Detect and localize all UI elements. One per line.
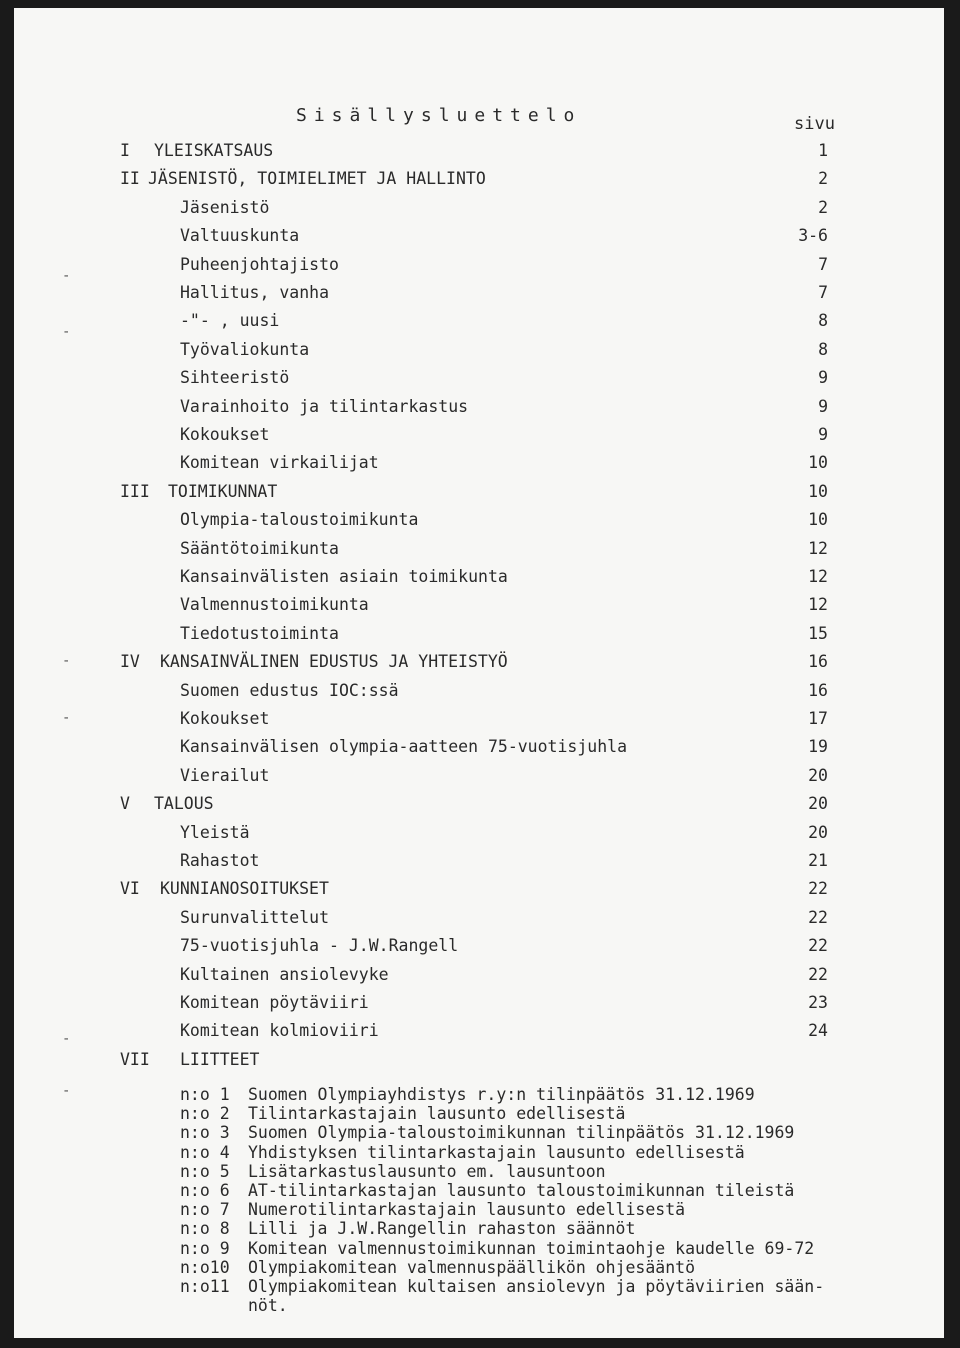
subsection-entry: Jäsenistö — [180, 197, 270, 217]
attachment-title: Numerotilintarkastajain lausunto edellisestä — [248, 1200, 686, 1220]
page-number: 22 — [808, 936, 828, 956]
attachment-number: n:o10 — [180, 1257, 230, 1277]
page-number: 24 — [808, 1021, 828, 1041]
page-number: 2 — [818, 197, 828, 217]
subsection-entry: Komitean kolmioviiri — [180, 1021, 379, 1041]
page-number: 7 — [818, 254, 828, 274]
attachment-number: n:o11 — [180, 1277, 230, 1296]
page-number: 16 — [808, 652, 828, 672]
section-heading: KANSAINVÄLINEN EDUSTUS JA YHTEISTYÖ — [160, 652, 508, 672]
section-numeral: IV — [120, 652, 140, 672]
subsection-entry: Valtuuskunta — [180, 226, 300, 246]
page-number: 22 — [808, 879, 828, 899]
margin-mark: - — [62, 1031, 71, 1047]
section-heading: TOIMIKUNNAT — [168, 481, 278, 501]
margin-mark: - — [62, 268, 71, 284]
attachment-number: n:o 5 — [180, 1161, 230, 1181]
subsection-entry: Kansainvälisen olympia-aatteen 75-vuotisjuhla — [180, 737, 628, 757]
page-number: 3-6 — [798, 226, 828, 246]
page-number: 19 — [808, 737, 828, 757]
section-numeral: VII — [120, 1049, 150, 1069]
attachment-title: Suomen Olympiayhdistys r.y:n tilinpäätös 31.12.1969 — [248, 1085, 755, 1104]
subsection-entry: Surunvalittelut — [180, 907, 330, 927]
page-number: 22 — [808, 907, 828, 927]
attachment-title: Yhdistyksen tilintarkastajain lausunto edellisestä — [248, 1142, 745, 1162]
margin-mark: - — [62, 324, 71, 340]
section-heading: LIITTEET — [180, 1049, 260, 1069]
attachment-title: Lilli ja J.W.Rangellin rahaston säännöt — [248, 1219, 636, 1239]
subsection-entry: Kokoukset — [180, 709, 270, 728]
attachment-title: Olympiakomitean valmennuspäällikön ohjesääntö — [248, 1257, 696, 1277]
page-number: 10 — [808, 481, 828, 501]
attachment-title: Komitean valmennustoimikunnan toimintaohje kaudelle 69-72 — [248, 1238, 815, 1258]
page-number: 10 — [808, 453, 828, 473]
document-title: Sisällysluettelo — [296, 105, 582, 126]
attachment-number: n:o 7 — [180, 1200, 230, 1220]
page-number: 21 — [808, 851, 828, 870]
page-number: 20 — [808, 794, 828, 814]
page-number: 9 — [818, 368, 828, 388]
page-number: 12 — [808, 595, 828, 615]
section-numeral: III — [120, 481, 150, 501]
page-column-label: sivu — [794, 114, 835, 134]
page-number: 20 — [808, 765, 828, 785]
page-number: 8 — [818, 311, 828, 331]
subsection-entry: Sääntötoimikunta — [180, 538, 339, 558]
attachment-title: nöt. — [248, 1296, 288, 1316]
subsection-entry: Valmennustoimikunta — [180, 595, 369, 615]
attachment-number: n:o 1 — [180, 1085, 230, 1104]
subsection-entry: Komitean pöytäviiri — [180, 993, 369, 1012]
page-number: 9 — [818, 396, 828, 416]
page-number: 9 — [818, 425, 828, 444]
page-number: 23 — [808, 993, 828, 1012]
attachment-number: n:o 8 — [180, 1219, 230, 1239]
attachment-title: Tilintarkastajain lausunto edellisestä — [248, 1104, 626, 1124]
subsection-entry: Hallitus, vanha — [180, 283, 330, 302]
section-numeral: V — [120, 794, 130, 814]
subsection-entry: Varainhoito ja tilintarkastus — [180, 396, 469, 416]
margin-mark: - — [62, 710, 71, 726]
attachment-title: Lisätarkastuslausunto em. lausuntoon — [248, 1161, 606, 1181]
page-number: 2 — [818, 169, 828, 189]
margin-mark: - — [62, 1083, 71, 1099]
subsection-entry: Kokoukset — [180, 425, 270, 444]
subsection-entry: Yleistä — [180, 822, 250, 842]
subsection-entry: Kansainvälisten asiain toimikunta — [180, 567, 508, 586]
section-numeral: VI — [120, 879, 140, 899]
page-number: 17 — [808, 709, 828, 728]
attachment-number: n:o 6 — [180, 1181, 230, 1200]
section-heading: TALOUS — [154, 794, 214, 814]
subsection-entry: Kultainen ansiolevyke — [180, 964, 389, 984]
attachment-number: n:o 9 — [180, 1238, 230, 1258]
attachment-number: n:o 4 — [180, 1142, 230, 1162]
page-number: 15 — [808, 623, 828, 643]
attachment-number: n:o 3 — [180, 1123, 230, 1143]
subsection-entry: -"- , uusi — [180, 311, 280, 331]
attachment-title: Suomen Olympia-taloustoimikunnan tilinpäätös 31.12.1969 — [248, 1123, 795, 1143]
page-number: 12 — [808, 567, 828, 586]
attachment-title: AT-tilintarkastajan lausunto taloustoimikunnan tileistä — [248, 1181, 795, 1200]
page-number: 1 — [818, 141, 828, 160]
subsection-entry: Suomen edustus IOC:ssä — [180, 680, 399, 700]
subsection-entry: Puheenjohtajisto — [180, 254, 339, 274]
document-page — [14, 8, 944, 1338]
page-number: 20 — [808, 822, 828, 842]
section-heading: JÄSENISTÖ, TOIMIELIMET JA HALLINTO — [148, 169, 486, 189]
margin-mark: - — [62, 653, 71, 669]
subsection-entry: Tiedotustoiminta — [180, 623, 339, 643]
subsection-entry: Vierailut — [180, 765, 270, 785]
page-number: 10 — [808, 510, 828, 530]
section-numeral: I — [120, 141, 130, 160]
page-number: 12 — [808, 538, 828, 558]
section-heading: KUNNIANOSOITUKSET — [160, 879, 329, 899]
subsection-entry: Olympia-taloustoimikunta — [180, 510, 419, 530]
page-number: 22 — [808, 964, 828, 984]
page-number: 8 — [818, 339, 828, 359]
subsection-entry: Sihteeristö — [180, 368, 290, 388]
section-numeral: II — [120, 169, 140, 189]
subsection-entry: Rahastot — [180, 851, 260, 870]
page-number: 7 — [818, 283, 828, 302]
section-heading: YLEISKATSAUS — [154, 141, 274, 160]
attachment-number: n:o 2 — [180, 1104, 230, 1124]
subsection-entry: Komitean virkailijat — [180, 453, 379, 473]
attachment-title: Olympiakomitean kultaisen ansiolevyn ja pöytäviirien sään- — [248, 1277, 825, 1296]
subsection-entry: Työvaliokunta — [180, 339, 310, 359]
subsection-entry: 75-vuotisjuhla - J.W.Rangell — [180, 936, 459, 956]
page-number: 16 — [808, 680, 828, 700]
